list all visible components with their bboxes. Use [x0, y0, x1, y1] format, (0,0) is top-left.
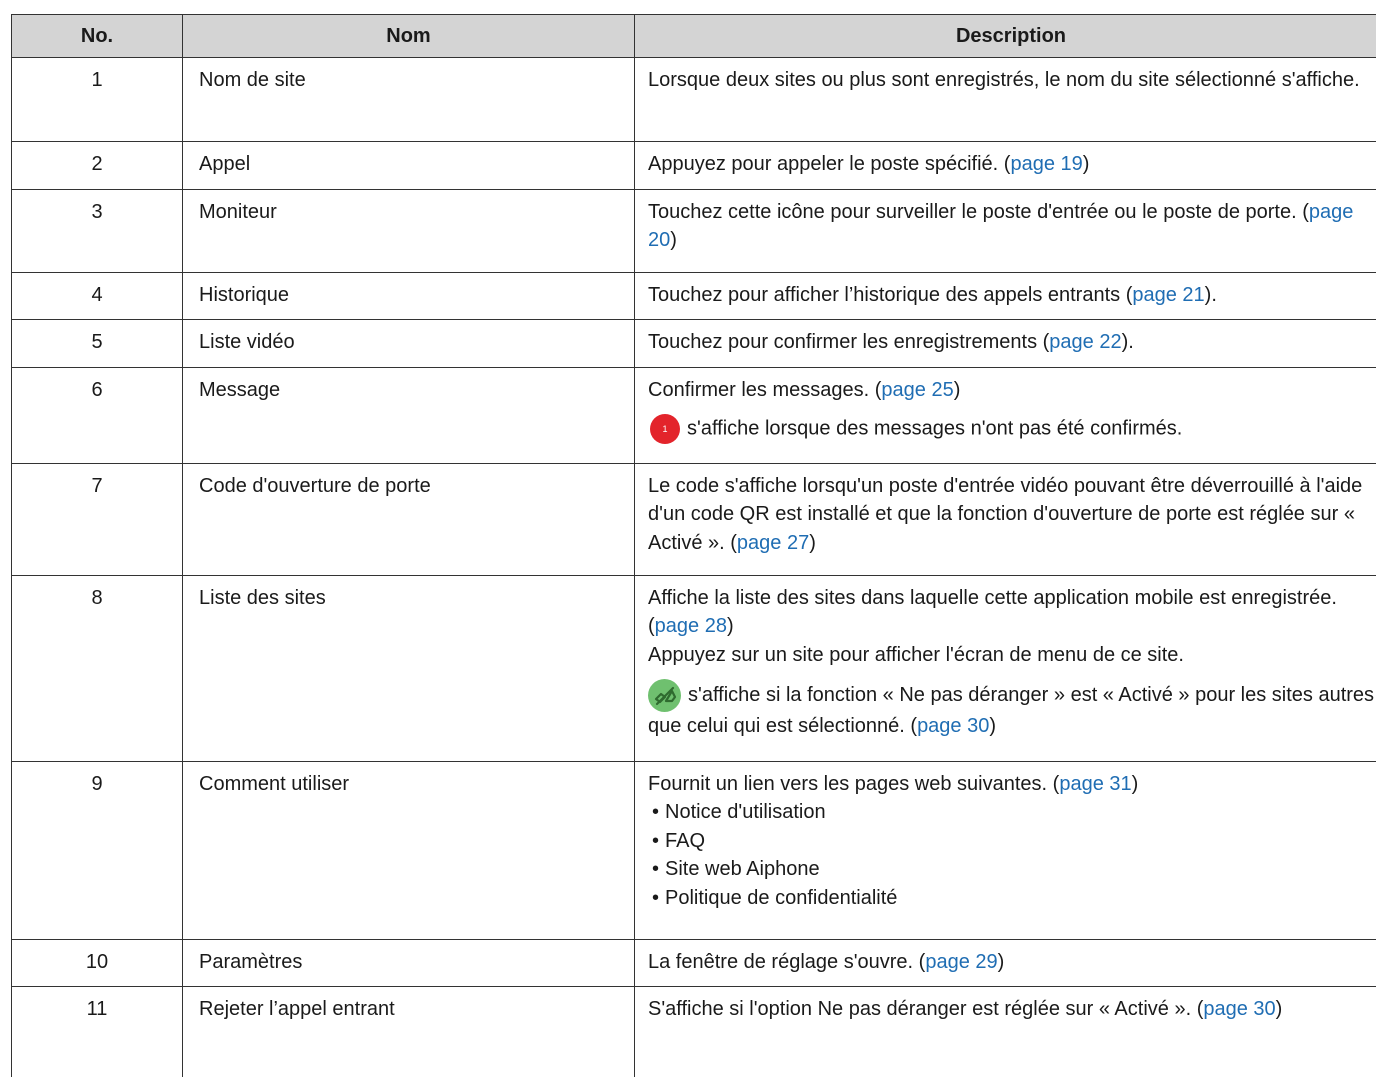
description-text: Affiche la liste des sites dans laquelle cette application mobile est enregistrée. (	[648, 587, 1337, 638]
table-row	[12, 58, 1376, 142]
page-link[interactable]: page 25	[881, 379, 953, 401]
row-description	[635, 987, 1376, 1077]
row-number: 6	[12, 367, 183, 463]
page-link[interactable]: page 20	[648, 201, 1353, 252]
page-link[interactable]: page 22	[1049, 331, 1121, 353]
do-not-disturb-icon	[648, 679, 681, 712]
description-line-2: Appuyez sur un site pour afficher l'écran de menu de ce site.	[648, 641, 1376, 670]
page-link[interactable]: page 31	[1059, 773, 1131, 795]
row-description	[635, 189, 1376, 272]
description-text: Le code s'affiche lorsqu'un poste d'entrée vidéo pouvant être déverrouillé à l'aide d'un code QR est installé et que la fonction d'ouverture de porte est réglée sur « Activé ». (	[648, 475, 1362, 554]
icon-note-line	[648, 414, 1376, 444]
table-row	[12, 463, 1376, 575]
description-text-end: )	[809, 532, 816, 554]
icon-note-line	[648, 679, 1376, 741]
table-row	[12, 189, 1376, 272]
row-name: Nom de site	[183, 58, 635, 142]
row-name: Paramètres	[183, 939, 635, 987]
row-description	[635, 142, 1376, 190]
description-text-end: )	[1083, 153, 1090, 175]
row-description	[635, 575, 1376, 761]
row-description	[635, 58, 1376, 142]
function-table	[11, 14, 1376, 1077]
list-item: • Site web Aiphone	[648, 855, 1376, 884]
page-link[interactable]: page 19	[1010, 153, 1082, 175]
description-text: Touchez cette icône pour surveiller le poste d'entrée ou le poste de porte. (	[648, 201, 1309, 223]
list-item: • Politique de confidentialité	[648, 884, 1376, 913]
table-row	[12, 761, 1376, 939]
description-text-end: )	[1276, 998, 1283, 1020]
table-row	[12, 272, 1376, 320]
row-number: 5	[12, 320, 183, 368]
icon-note-text: s'affiche si la fonction « Ne pas déranger » est « Activé » pour les sites autres que celui qui est sélectionné. (	[648, 684, 1374, 737]
description-text: S'affiche si l'option Ne pas déranger est réglée sur « Activé ». (	[648, 998, 1203, 1020]
table-row	[12, 367, 1376, 463]
description-text-end: )	[670, 229, 677, 251]
icon-note-text: s'affiche lorsque des messages n'ont pas été confirmés.	[687, 417, 1182, 439]
description-text-end: )	[1132, 773, 1139, 795]
list-item: • FAQ	[648, 827, 1376, 856]
description-line	[648, 584, 1376, 641]
table-row	[12, 939, 1376, 987]
row-description	[635, 320, 1376, 368]
table-row	[12, 575, 1376, 761]
description-text: Appuyez pour appeler le poste spécifié. (	[648, 153, 1010, 175]
row-name: Appel	[183, 142, 635, 190]
page-link[interactable]: page 30	[1203, 998, 1275, 1020]
description-text-end: )	[727, 615, 734, 637]
header-nom: Nom	[183, 15, 635, 58]
row-description	[635, 272, 1376, 320]
page-link[interactable]: page 29	[925, 951, 997, 973]
icon-note-text-end: )	[989, 715, 996, 737]
header-description: Description	[635, 15, 1376, 58]
page-link[interactable]: page 28	[655, 615, 727, 637]
description-text: Touchez pour confirmer les enregistrements (	[648, 331, 1049, 353]
table-header-row	[12, 15, 1376, 58]
row-number: 9	[12, 761, 183, 939]
description-text-end: ).	[1122, 331, 1134, 353]
row-number: 7	[12, 463, 183, 575]
web-links-list	[648, 798, 1376, 912]
row-name: Rejeter l’appel entrant	[183, 987, 635, 1077]
row-name: Code d'ouverture de porte	[183, 463, 635, 575]
page-link[interactable]: page 30	[917, 715, 989, 737]
row-name: Comment utiliser	[183, 761, 635, 939]
table-row	[12, 142, 1376, 190]
description-text: Confirmer les messages. (	[648, 379, 881, 401]
header-no: No.	[12, 15, 183, 58]
list-item: • Notice d'utilisation	[648, 798, 1376, 827]
row-name: Moniteur	[183, 189, 635, 272]
description-text: Touchez pour afficher l’historique des appels entrants (	[648, 284, 1132, 306]
row-name: Historique	[183, 272, 635, 320]
row-description	[635, 367, 1376, 463]
row-number: 11	[12, 987, 183, 1077]
table-row	[12, 987, 1376, 1077]
row-name: Message	[183, 367, 635, 463]
row-name: Liste des sites	[183, 575, 635, 761]
description-text-end: )	[954, 379, 961, 401]
description-line	[648, 376, 1376, 405]
description-text: Fournit un lien vers les pages web suivantes. (	[648, 773, 1059, 795]
description-text: La fenêtre de réglage s'ouvre. (	[648, 951, 925, 973]
description-text-end: ).	[1205, 284, 1217, 306]
page-link[interactable]: page 27	[737, 532, 809, 554]
row-number: 8	[12, 575, 183, 761]
description-text-end: )	[998, 951, 1005, 973]
row-description	[635, 463, 1376, 575]
unread-message-badge-icon: 1	[650, 414, 680, 444]
row-description	[635, 939, 1376, 987]
row-number: 3	[12, 189, 183, 272]
page-link[interactable]: page 21	[1132, 284, 1204, 306]
row-number: 2	[12, 142, 183, 190]
row-number: 1	[12, 58, 183, 142]
table-row	[12, 320, 1376, 368]
row-description	[635, 761, 1376, 939]
row-number: 4	[12, 272, 183, 320]
description-text: Lorsque deux sites ou plus sont enregistrés, le nom du site sélectionné s'affiche.	[648, 69, 1360, 91]
row-number: 10	[12, 939, 183, 987]
row-name: Liste vidéo	[183, 320, 635, 368]
description-line	[648, 770, 1376, 799]
